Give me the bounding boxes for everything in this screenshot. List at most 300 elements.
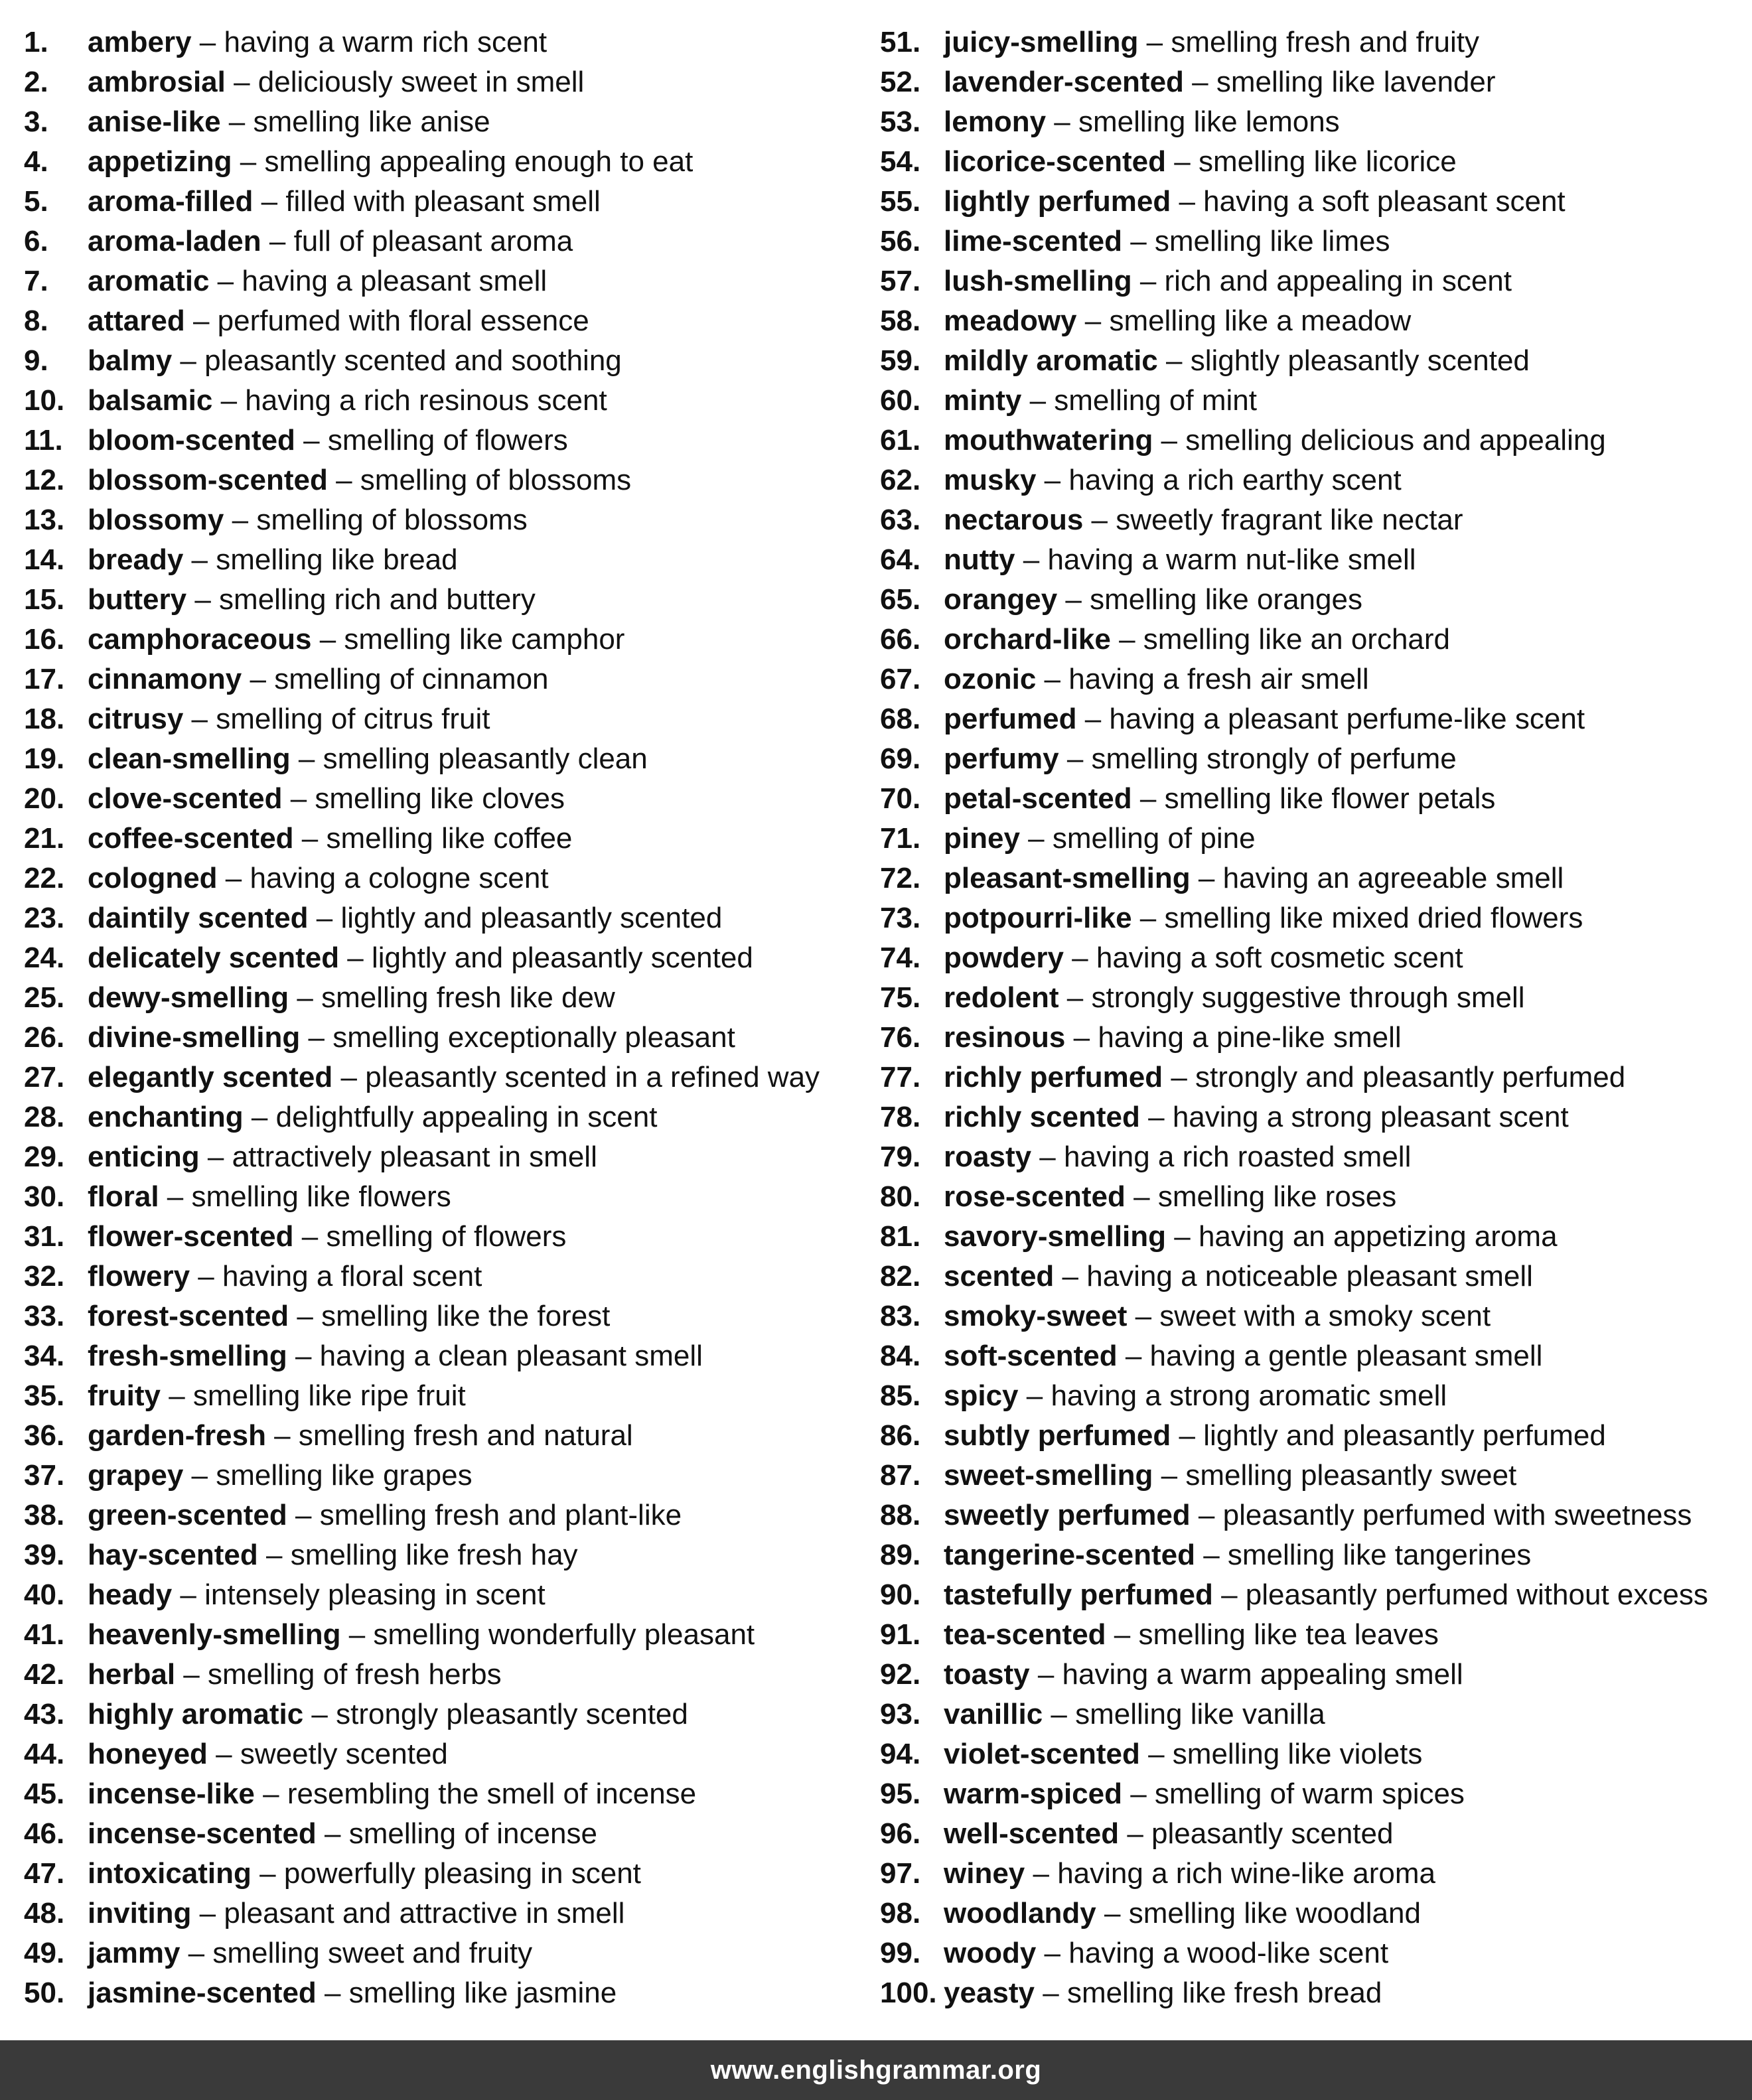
list-item <box>880 102 1749 142</box>
item-definition: lightly and pleasantly perfumed <box>1203 1419 1606 1452</box>
list-item <box>880 1416 1749 1456</box>
item-term: perfumy <box>944 742 1059 775</box>
item-number: 42. <box>24 1658 65 1691</box>
item-definition: powerfully pleasing in scent <box>283 1857 641 1890</box>
item-definition: smelling of warm spices <box>1154 1778 1465 1810</box>
item-number: 7. <box>24 265 48 297</box>
item-term: heady <box>88 1578 173 1611</box>
item-definition: smelling like mixed dried flowers <box>1164 902 1583 934</box>
item-separator: – <box>1119 1817 1152 1850</box>
item-number: 41. <box>24 1618 65 1651</box>
list-item <box>880 1734 1749 1774</box>
item-definition: smelling like tangerines <box>1227 1539 1532 1571</box>
item-definition: smelling wonderfully pleasant <box>373 1618 755 1651</box>
item-term: richly scented <box>944 1101 1140 1133</box>
item-definition: smelling like cloves <box>315 782 565 815</box>
list-item <box>24 580 847 620</box>
item-definition: having a wood-like scent <box>1068 1937 1389 1969</box>
item-separator: – <box>190 1260 222 1293</box>
item-separator: – <box>1031 1141 1064 1173</box>
item-definition: smelling like an orchard <box>1143 623 1451 656</box>
item-definition: strongly and pleasantly perfumed <box>1195 1061 1626 1093</box>
list-item <box>880 699 1749 739</box>
item-separator: – <box>242 663 275 695</box>
item-term: divine-smelling <box>88 1021 301 1054</box>
list-item <box>24 421 847 460</box>
item-term: cinnamony <box>88 663 242 695</box>
item-number: 25. <box>24 981 65 1014</box>
list-item <box>880 739 1749 779</box>
item-separator: – <box>1132 265 1165 297</box>
list-item <box>880 859 1749 898</box>
list-item <box>880 1535 1749 1575</box>
item-definition: pleasant and attractive in smell <box>224 1897 625 1929</box>
item-term: ambery <box>88 26 192 58</box>
item-number: 1. <box>24 26 48 58</box>
item-definition: slightly pleasantly scented <box>1190 344 1530 377</box>
item-term: orangey <box>944 583 1058 616</box>
item-separator: – <box>261 225 294 257</box>
item-term: redolent <box>944 981 1059 1014</box>
item-number: 52. <box>880 66 921 98</box>
item-number: 73. <box>880 902 921 934</box>
item-term: woody <box>944 1937 1037 1969</box>
list-item <box>880 1894 1749 1933</box>
list-item <box>24 938 847 978</box>
item-number: 6. <box>24 225 48 257</box>
item-number: 55. <box>880 185 921 218</box>
item-separator: – <box>220 105 254 138</box>
item-definition: smelling like ripe fruit <box>192 1379 466 1412</box>
list-item <box>880 261 1749 301</box>
list-item <box>880 1655 1749 1695</box>
item-separator: – <box>1021 384 1055 417</box>
item-definition: smelling of cinnamon <box>274 663 549 695</box>
item-term: mouthwatering <box>944 424 1153 456</box>
list-item <box>880 1257 1749 1296</box>
item-definition: smelling of blossoms <box>256 504 528 536</box>
item-definition: smelling fresh and natural <box>298 1419 633 1452</box>
list-item <box>880 1376 1749 1416</box>
item-separator: – <box>327 464 360 496</box>
item-term: tea-scented <box>944 1618 1106 1651</box>
item-separator: – <box>1018 1379 1051 1412</box>
item-separator: – <box>1046 105 1078 138</box>
item-term: aromatic <box>88 265 210 297</box>
item-number: 87. <box>880 1459 921 1492</box>
item-separator: – <box>175 1658 208 1691</box>
item-definition: deliciously sweet in smell <box>257 66 585 98</box>
item-separator: – <box>172 1578 205 1611</box>
item-term: camphoraceous <box>88 623 312 656</box>
item-definition: having a clean pleasant smell <box>319 1340 703 1372</box>
item-definition: pleasantly scented <box>1151 1817 1394 1850</box>
item-separator: – <box>1190 862 1223 894</box>
item-term: coffee-scented <box>88 822 294 855</box>
item-definition: having a soft cosmetic scent <box>1096 942 1463 974</box>
item-separator: – <box>180 1937 213 1969</box>
item-separator: – <box>207 1738 240 1770</box>
item-number: 15. <box>24 583 65 616</box>
item-separator: – <box>183 703 216 735</box>
item-term: buttery <box>88 583 187 616</box>
item-definition: pleasantly perfumed with sweetness <box>1222 1499 1692 1531</box>
item-definition: smelling like the forest <box>321 1300 611 1332</box>
item-term: herbal <box>88 1658 176 1691</box>
item-separator: – <box>1166 1220 1199 1253</box>
item-separator: – <box>287 1499 320 1531</box>
item-separator: – <box>1043 1698 1076 1730</box>
item-term: incense-like <box>88 1778 255 1810</box>
item-definition: filled with pleasant smell <box>285 185 601 218</box>
item-definition: delightfully appealing in scent <box>275 1101 658 1133</box>
item-number: 74. <box>880 942 921 974</box>
item-term: powdery <box>944 942 1064 974</box>
item-term: enchanting <box>88 1101 244 1133</box>
list-item <box>24 1217 847 1257</box>
item-definition: smelling of mint <box>1054 384 1257 417</box>
item-separator: – <box>1036 663 1069 695</box>
list-item <box>880 1137 1749 1177</box>
item-number: 31. <box>24 1220 65 1253</box>
item-number: 2. <box>24 66 48 98</box>
item-definition: sweet with a smoky scent <box>1159 1300 1491 1332</box>
item-separator: – <box>1036 1937 1069 1969</box>
item-definition: having a noticeable pleasant smell <box>1086 1260 1533 1293</box>
item-definition: smelling of incense <box>348 1817 597 1850</box>
item-number: 26. <box>24 1021 65 1054</box>
item-number: 16. <box>24 623 65 656</box>
item-number: 43. <box>24 1698 65 1730</box>
item-definition: smelling like fresh bread <box>1066 1977 1382 2009</box>
list-item <box>880 620 1749 660</box>
item-term: forest-scented <box>88 1300 289 1332</box>
item-separator: – <box>1036 464 1069 496</box>
item-term: smoky-sweet <box>944 1300 1128 1332</box>
item-number: 57. <box>880 265 921 297</box>
list-item <box>24 1296 847 1336</box>
item-term: perfumed <box>944 703 1077 735</box>
item-number: 29. <box>24 1141 65 1173</box>
item-separator: – <box>183 1459 216 1492</box>
item-separator: – <box>225 66 258 98</box>
item-definition: smelling of flowers <box>327 424 568 456</box>
item-number: 76. <box>880 1021 921 1054</box>
item-definition: smelling exceptionally pleasant <box>332 1021 735 1054</box>
item-separator: – <box>1163 1061 1196 1093</box>
item-number: 75. <box>880 981 921 1014</box>
item-separator: – <box>186 583 220 616</box>
item-definition: smelling like anise <box>253 105 490 138</box>
item-term: aroma-laden <box>88 225 261 257</box>
item-number: 83. <box>880 1300 921 1332</box>
list-item <box>24 1416 847 1456</box>
item-number: 64. <box>880 543 921 576</box>
item-term: yeasty <box>944 1977 1035 2009</box>
item-term: licorice-scented <box>944 145 1167 178</box>
item-separator: – <box>224 504 257 536</box>
word-list <box>0 23 1752 2013</box>
item-separator: – <box>1096 1897 1129 1929</box>
item-term: dewy-smelling <box>88 981 289 1014</box>
list-item <box>880 1814 1749 1854</box>
item-number: 72. <box>880 862 921 894</box>
item-term: violet-scented <box>944 1738 1140 1770</box>
item-definition: smelling like violets <box>1172 1738 1423 1770</box>
item-definition: sweetly fragrant like nectar <box>1116 504 1463 536</box>
item-separator: – <box>217 862 250 894</box>
item-number: 84. <box>880 1340 921 1372</box>
item-definition: smelling like lavender <box>1216 66 1496 98</box>
item-separator: – <box>1083 504 1116 536</box>
item-term: minty <box>944 384 1022 417</box>
list-item <box>24 381 847 421</box>
list-item <box>880 819 1749 859</box>
item-term: nutty <box>944 543 1015 576</box>
item-separator: – <box>295 424 328 456</box>
list-item <box>24 819 847 859</box>
item-separator: – <box>1076 305 1110 337</box>
item-number: 91. <box>880 1618 921 1651</box>
item-term: balsamic <box>88 384 213 417</box>
item-term: floral <box>88 1180 159 1213</box>
item-term: blossom-scented <box>88 464 328 496</box>
item-definition: smelling rich and buttery <box>219 583 536 616</box>
item-term: richly perfumed <box>944 1061 1163 1093</box>
item-number: 92. <box>880 1658 921 1691</box>
list-item <box>24 182 847 222</box>
list-item <box>24 620 847 660</box>
list-item <box>880 341 1749 381</box>
item-separator: – <box>212 384 246 417</box>
list-item <box>880 301 1749 341</box>
item-number: 85. <box>880 1379 921 1412</box>
item-number: 35. <box>24 1379 65 1412</box>
item-number: 53. <box>880 105 921 138</box>
list-item <box>24 1018 847 1058</box>
list-item <box>880 1058 1749 1097</box>
list-item <box>880 222 1749 261</box>
item-number: 14. <box>24 543 65 576</box>
item-term: lime-scented <box>944 225 1122 257</box>
item-separator: – <box>232 145 265 178</box>
item-definition: smelling sweet and fruity <box>212 1937 533 1969</box>
list-item <box>24 460 847 500</box>
item-definition: having a rich roasted smell <box>1064 1141 1412 1173</box>
list-item <box>880 540 1749 580</box>
list-item <box>880 1774 1749 1814</box>
list-item <box>24 1615 847 1655</box>
list-item <box>880 460 1749 500</box>
item-separator: – <box>254 1778 287 1810</box>
item-separator: – <box>1139 1101 1173 1133</box>
item-number: 80. <box>880 1180 921 1213</box>
item-definition: smelling appealing enough to eat <box>264 145 694 178</box>
item-term: clean-smelling <box>88 742 291 775</box>
item-definition: having an agreeable smell <box>1222 862 1564 894</box>
item-term: attared <box>88 305 185 337</box>
item-number: 11. <box>24 424 63 456</box>
item-separator: – <box>289 1300 322 1332</box>
item-term: cologned <box>88 862 218 894</box>
item-definition: having a floral scent <box>222 1260 482 1293</box>
item-definition: attractively pleasant in smell <box>232 1141 597 1173</box>
item-number: 32. <box>24 1260 65 1293</box>
item-term: sweet-smelling <box>944 1459 1153 1492</box>
item-term: lush-smelling <box>944 265 1132 297</box>
item-term: elegantly scented <box>88 1061 333 1093</box>
item-term: green-scented <box>88 1499 287 1531</box>
item-number: 30. <box>24 1180 65 1213</box>
item-definition: smelling of flowers <box>326 1220 567 1253</box>
item-number: 69. <box>880 742 921 775</box>
item-definition: smelling like lemons <box>1078 105 1340 138</box>
list-item <box>24 1137 847 1177</box>
item-number: 22. <box>24 862 65 894</box>
item-number: 47. <box>24 1857 65 1890</box>
item-definition: lightly and pleasantly scented <box>372 942 753 974</box>
item-term: soft-scented <box>944 1340 1118 1372</box>
item-definition: having a pleasant smell <box>242 265 548 297</box>
item-separator: – <box>316 1977 349 2009</box>
item-definition: strongly pleasantly scented <box>336 1698 688 1730</box>
item-number: 12. <box>24 464 65 496</box>
item-definition: smelling of citrus fruit <box>216 703 490 735</box>
item-number: 81. <box>880 1220 921 1253</box>
list-item <box>880 1933 1749 1973</box>
item-term: flower-scented <box>88 1220 294 1253</box>
item-term: orchard-like <box>944 623 1111 656</box>
item-definition: smelling of blossoms <box>360 464 632 496</box>
item-definition: having a warm nut-like smell <box>1047 543 1416 576</box>
item-term: flowery <box>88 1260 190 1293</box>
item-term: tastefully perfumed <box>944 1578 1213 1611</box>
list-item <box>24 1814 847 1854</box>
item-number: 95. <box>880 1778 921 1810</box>
item-separator: – <box>311 623 344 656</box>
item-number: 19. <box>24 742 65 775</box>
list-item <box>24 660 847 699</box>
item-separator: – <box>289 981 322 1014</box>
list-item <box>24 222 847 261</box>
item-term: meadowy <box>944 305 1077 337</box>
item-definition: smelling like limes <box>1154 225 1390 257</box>
list-item <box>880 1615 1749 1655</box>
item-separator: – <box>1015 543 1048 576</box>
item-number: 24. <box>24 942 65 974</box>
list-item <box>24 540 847 580</box>
item-number: 66. <box>880 623 921 656</box>
item-separator: – <box>1106 1618 1139 1651</box>
item-separator: – <box>1132 782 1165 815</box>
list-item <box>880 1097 1749 1137</box>
item-separator: – <box>293 822 327 855</box>
item-definition: smelling like tea leaves <box>1138 1618 1439 1651</box>
item-separator: – <box>1057 583 1090 616</box>
item-definition: having a rich earthy scent <box>1068 464 1402 496</box>
item-term: fresh-smelling <box>88 1340 287 1372</box>
item-term: garden-fresh <box>88 1419 266 1452</box>
item-number: 86. <box>880 1419 921 1452</box>
item-number: 38. <box>24 1499 65 1531</box>
item-number: 96. <box>880 1817 921 1850</box>
item-separator: – <box>308 902 341 934</box>
item-term: potpourri-like <box>944 902 1132 934</box>
item-definition: smelling like a meadow <box>1109 305 1412 337</box>
item-definition: smelling like grapes <box>216 1459 473 1492</box>
item-definition: pleasantly scented in a refined way <box>365 1061 820 1093</box>
item-definition: having a pleasant perfume-like scent <box>1109 703 1585 735</box>
item-number: 68. <box>880 703 921 735</box>
item-term: warm-spiced <box>944 1778 1122 1810</box>
item-term: clove-scented <box>88 782 283 815</box>
list-item <box>880 1854 1749 1894</box>
item-definition: sweetly scented <box>240 1738 448 1770</box>
item-definition: smelling like jasmine <box>348 1977 617 2009</box>
item-definition: having a gentle pleasant smell <box>1149 1340 1543 1372</box>
item-separator: – <box>1122 225 1155 257</box>
list-item <box>24 500 847 540</box>
item-term: woodlandy <box>944 1897 1096 1929</box>
item-separator: – <box>1166 145 1199 178</box>
item-separator: – <box>1139 1738 1173 1770</box>
item-definition: smelling like camphor <box>344 623 625 656</box>
item-definition: having a cologne scent <box>250 862 549 894</box>
list-item <box>24 341 847 381</box>
item-definition: rich and appealing in scent <box>1164 265 1512 297</box>
item-number: 90. <box>880 1578 921 1611</box>
item-separator: – <box>316 1817 349 1850</box>
list-item <box>24 23 847 62</box>
item-definition: having a fresh air smell <box>1068 663 1369 695</box>
list-item <box>24 898 847 938</box>
item-definition: having a soft pleasant scent <box>1203 185 1566 218</box>
list-item <box>24 699 847 739</box>
item-definition: smelling like fresh hay <box>290 1539 578 1571</box>
item-term: spicy <box>944 1379 1019 1412</box>
item-separator: – <box>287 1340 320 1372</box>
item-term: enticing <box>88 1141 200 1173</box>
list-item <box>24 978 847 1018</box>
list-item <box>880 381 1749 421</box>
item-term: bloom-scented <box>88 424 295 456</box>
item-number: 34. <box>24 1340 65 1372</box>
item-definition: having a warm rich scent <box>224 26 548 58</box>
item-definition: smelling like flower petals <box>1164 782 1496 815</box>
item-separator: – <box>191 1897 224 1929</box>
item-definition: lightly and pleasantly scented <box>340 902 723 934</box>
item-term: mildly aromatic <box>944 344 1158 377</box>
item-definition: pleasantly scented and soothing <box>204 344 622 377</box>
item-term: musky <box>944 464 1037 496</box>
item-definition: perfumed with floral essence <box>217 305 589 337</box>
item-separator: – <box>1171 1419 1204 1452</box>
item-number: 63. <box>880 504 921 536</box>
list-item <box>24 1177 847 1217</box>
item-definition: smelling like vanilla <box>1075 1698 1325 1730</box>
item-separator: – <box>332 1061 366 1093</box>
item-term: sweetly perfumed <box>944 1499 1191 1531</box>
item-number: 93. <box>880 1698 921 1730</box>
item-term: lemony <box>944 105 1047 138</box>
item-definition: smelling delicious and appealing <box>1185 424 1606 456</box>
list-item <box>24 1774 847 1814</box>
item-definition: pleasantly perfumed without excess <box>1245 1578 1708 1611</box>
item-separator: – <box>253 185 286 218</box>
item-number: 8. <box>24 305 48 337</box>
list-item <box>24 301 847 341</box>
list-item <box>880 142 1749 182</box>
